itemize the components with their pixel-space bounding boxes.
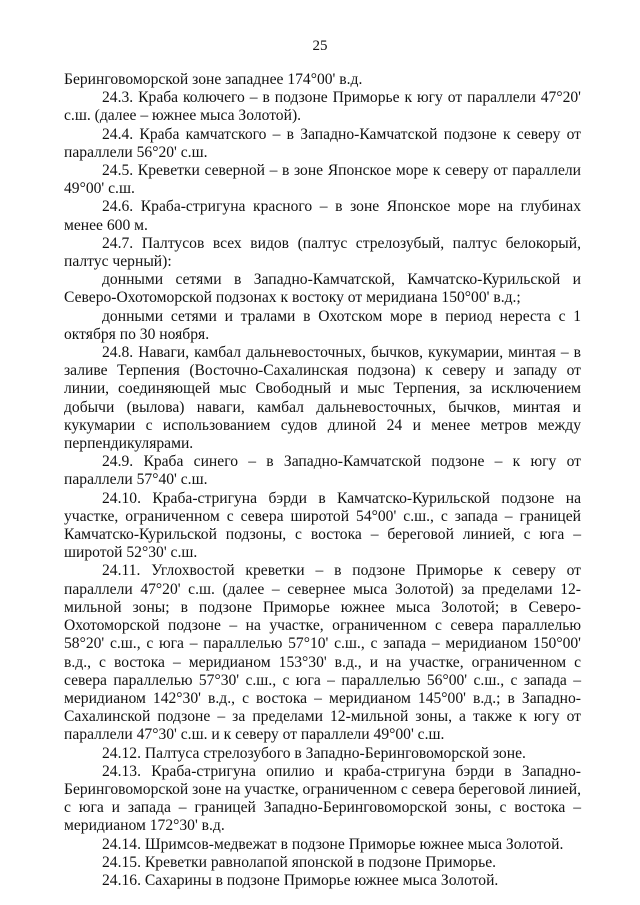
- paragraph: 24.16. Сахарины в подзоне Приморье южнее мыса Золотой.: [102, 871, 499, 889]
- paragraph: 24.13. Краба-стригуна опилио и краба-стригуна бэрди в Западно-Беринговоморской зоне на участке, ограниченном с севера береговой линией, с юга и запада – границей Западно-Беринговоморской зоны, с востока – меридианом 172°30' в.д.: [64, 762, 581, 835]
- paragraph: 24.6. Краба-стригуна красного – в зоне Японское море на глубинах менее 600 м.: [64, 198, 581, 234]
- paragraph: 24.8. Наваги, камбал дальневосточных, бычков, кукумарии, минтая – в заливе Терпения (Восточно-Сахалинская подзона) к северу и западу от линии, соединяющей мыс Свободный и мыс Терпения, за исключением добычи (вылова) наваги, камбал дальневосточных, бычков, минтая и кукумарии с использованием судов длиной 24 и менее метров между перпендикулярами.: [64, 344, 581, 453]
- document-body: [64, 71, 581, 890]
- paragraph: 24.15. Креветки равнолапой японской в подзоне Приморье.: [102, 853, 497, 871]
- paragraph: донными сетями в Западно-Камчатской, Камчатско-Курильской и Северо-Охотоморской подзонах к востоку от меридиана 150°00' в.д.;: [64, 271, 581, 307]
- paragraph: 24.7. Палтусов всех видов (палтус стрелозубый, палтус белокорый, палтус черный):: [64, 234, 581, 271]
- paragraph: Беринговоморской зоне западнее 174°00' в.д.: [64, 71, 363, 88]
- paragraph: 24.12. Палтуса стрелозубого в Западно-Беринговоморской зоне.: [102, 744, 526, 762]
- paragraph: 24.4. Краба камчатского – в Западно-Камчатской подзоне к северу от параллели 56°20' с.ш.: [64, 125, 581, 161]
- paragraph: 24.5. Креветки северной – в зоне Японское море к северу от параллели 49°00' с.ш.: [64, 162, 581, 198]
- paragraph: 24.3. Краба колючего – в подзоне Приморье к югу от параллели 47°20' с.ш. (далее – южнее мыса Золотой).: [64, 89, 581, 125]
- paragraph: 24.9. Краба синего – в Западно-Камчатской подзоне – к югу от параллели 57°40' с.ш.: [64, 453, 581, 489]
- page-number: 25: [312, 38, 328, 54]
- paragraph: 24.14. Шримсов-медвежат в подзоне Приморье южнее мыса Золотой.: [102, 835, 564, 853]
- paragraph: 24.11. Углохвостой креветки – в подзоне Приморье к северу от параллели 47°20' с.ш. (далее – севернее мыса Золотой) за пределами 12-мильной зоны; в подзоне Приморье южнее мыса Золотой; в Северо-Охотоморской подзоне – на участке, ограниченном с севера параллелью 58°20' с.ш., с юга – параллелью 57°10' с.ш., с запада – меридианом 150°00' в.д., с востока – меридианом 153°30' в.д., и на участке, ограниченном с севера параллелью 57°30' с.ш., с юга – параллелью 56°00' с.ш., с запада – меридианом 142°30' в.д., с востока – меридианом 145°00' в.д.; в Западно-Сахалинской подзоне – за пределами 12-мильной зоны, а также к югу от параллели 47°30' с.ш. и к северу от параллели 49°00' с.ш.: [64, 562, 581, 744]
- paragraph: 24.10. Краба-стригуна бэрди в Камчатско-Курильской подзоне на участке, ограниченном с севера широтой 54°00' с.ш., с запада – границей Камчатско-Курильской подзоны, с востока – береговой линией, с юга – широтой 52°30' с.ш.: [64, 489, 581, 562]
- paragraph: донными сетями и тралами в Охотском море в период нереста с 1 октября по 30 ноября.: [64, 307, 581, 343]
